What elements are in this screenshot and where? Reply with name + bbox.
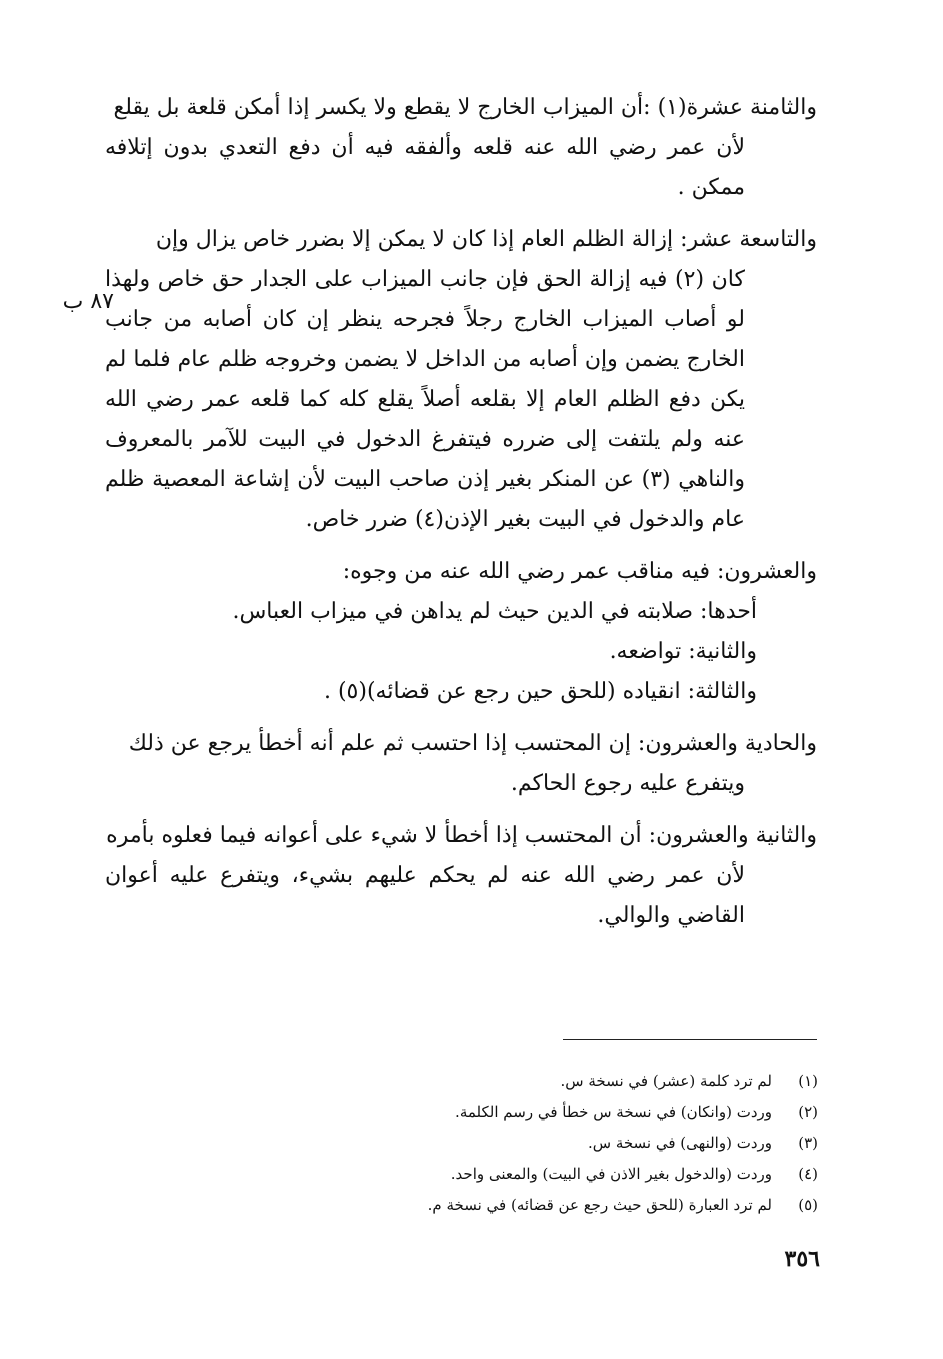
sub-item: والثانية: تواضعه. bbox=[609, 639, 757, 664]
entry-22 bbox=[105, 816, 817, 936]
entry-continuation: ويتفرع عليه رجوع الحاكم. bbox=[510, 771, 745, 796]
footnotes bbox=[300, 1066, 818, 1221]
entry-20 bbox=[105, 552, 817, 712]
footnote-text: لم ترد العبارة (للحق حيث رجع عن قضائه) في نسخة م. bbox=[427, 1196, 772, 1214]
footnote bbox=[300, 1066, 818, 1097]
entry-21 bbox=[105, 724, 817, 804]
footnote-number: (٤) bbox=[798, 1165, 818, 1183]
footnote-number: (٢) bbox=[798, 1103, 818, 1121]
footnote-text: لم ترد كلمة (عشر) في نسخة س. bbox=[560, 1072, 772, 1090]
page-number: ٣٥٦ bbox=[784, 1246, 820, 1272]
footnote-text: وردت (والدخول بغير الاذن في البيت) والمعنى واحد. bbox=[450, 1165, 772, 1183]
entry-19 bbox=[105, 220, 817, 540]
footnote-text: وردت (وانكان) في نسخة س خطأ في رسم الكلمة. bbox=[455, 1103, 772, 1121]
entry-continuation: لأن عمر رضي الله عنه لم يحكم عليهم بشيء، ويتفرع عليه أعوان القاضي والوالي. bbox=[105, 863, 745, 928]
entry-lead: والعشرون: فيه مناقب عمر رضي الله عنه من وجوه: bbox=[342, 559, 817, 584]
footnote-number: (٥) bbox=[798, 1196, 818, 1214]
sub-item: والثالثة: انقياده (للحق حين رجع عن قضائه)(٥) . bbox=[323, 679, 757, 704]
footnote bbox=[300, 1159, 818, 1190]
entry-lead: والثامنة عشرة(١) :أن الميزاب الخارج لا يقطع ولا يكسر إذا أمكن قلعة بل يقلع bbox=[113, 95, 817, 120]
entry-continuation: لأن عمر رضي الله عنه قلعه وألفقه فيه أن دفع التعدي بدون إتلافه ممكن . bbox=[105, 135, 745, 200]
entry-lead: والحادية والعشرون: إن المحتسب إذا احتسب ثم علم أنه أخطأ يرجع عن ذلك bbox=[128, 731, 817, 756]
footnote-number: (٣) bbox=[798, 1134, 818, 1152]
footnote bbox=[300, 1190, 818, 1221]
sub-item: أحدها: صلابته في الدين حيث لم يداهن في ميزاب العباس. bbox=[232, 599, 757, 624]
footnote-separator bbox=[563, 1039, 817, 1040]
entry-18 bbox=[105, 88, 817, 208]
footnote bbox=[300, 1097, 818, 1128]
footnote-text: وردت (والنهى) في نسخة س. bbox=[587, 1134, 772, 1152]
main-text bbox=[105, 88, 817, 948]
entry-lead: والثانية والعشرون: أن المحتسب إذا أخطأ لا شيء على أعوانه فيما فعلوه بأمره bbox=[106, 823, 817, 848]
footnote-number: (١) bbox=[798, 1072, 818, 1090]
footnote bbox=[300, 1128, 818, 1159]
entry-lead: والتاسعة عشر: إزالة الظلم العام إذا كان لا يمكن إلا بضرر خاص يزال وإن bbox=[155, 227, 817, 252]
margin-folio-note: ٨٧ ب bbox=[62, 289, 114, 314]
entry-continuation: كان (٢) فيه إزالة الحق فإن جانب الميزاب على الجدار حق خاص ولهذا لو أصاب الميزاب الخارج رجلاً فجرحه ينظر إن كان أصابه من جانب الخارج يضمن وإن أصابه من الداخل لا يضمن وخروجه ظلم عام فلما لم يكن دفع الظلم العام إلا بقلعه أصلاً يقلع كله كما قلعه عمر رضي الله عنه ولم يلتفت إلى ضرره فيتفرغ الدخول في البيت للآمر بالمعروف والناهي (٣) عن المنكر بغير إذن صاحب البيت لأن إشاعة المعصية ظلم عام والدخول في البيت بغير الإذن(٤) ضرر خاص. bbox=[105, 267, 745, 532]
